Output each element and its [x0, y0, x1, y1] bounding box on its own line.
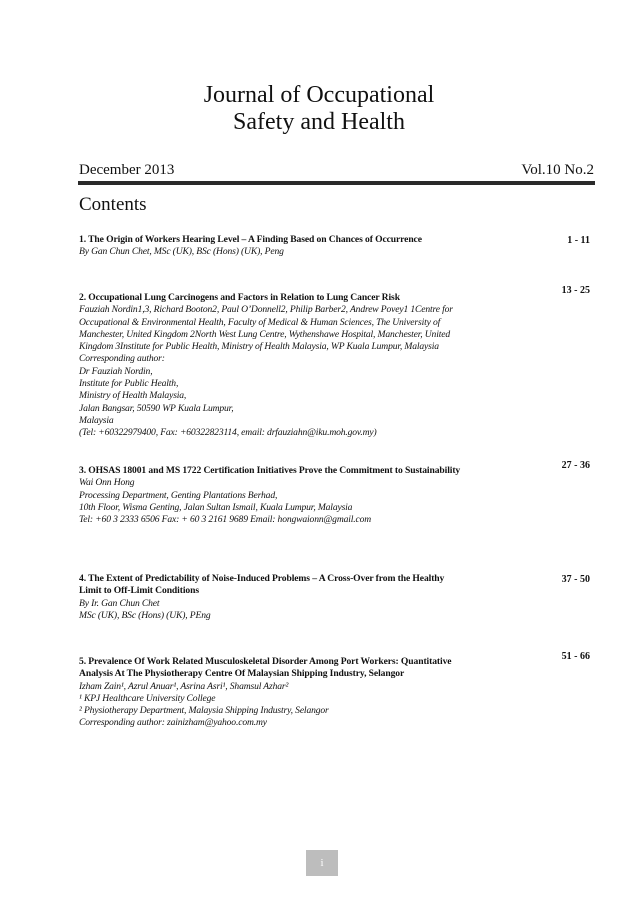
toc-entry-detail: Wai Onn Hong: [79, 477, 135, 489]
contents-heading: Contents: [79, 194, 147, 215]
toc-entry-detail: Processing Department, Genting Plantations Berhad,: [79, 489, 278, 501]
toc-entry-1-pages: 1 - 11: [567, 235, 590, 246]
toc-entry-detail: Occupational & Environmental Health, Faculty of Medical & Human Sciences, The University of: [79, 316, 441, 328]
toc-entry-detail: Malaysia: [79, 414, 114, 426]
toc-entry-title: 1. The Origin of Workers Hearing Level – A Finding Based on Chances of Occurrence: [79, 234, 422, 245]
toc-entry-2: [79, 292, 479, 440]
toc-entry-detail: Fauziah Nordin1,3, Richard Booton2, Paul O’Donnell2, Philip Barber2, Andrew Povey1 1Centre for: [79, 304, 453, 316]
toc-entry-detail: ² Physiotherapy Department, Malaysia Shipping Industry, Selangor: [79, 705, 329, 717]
toc-entry-3-pages: 27 - 36: [561, 460, 590, 471]
page-number: i: [306, 850, 338, 876]
toc-entry-detail: MSc (UK), BSc (Hons) (UK), PEng: [79, 609, 211, 621]
toc-entry-detail: Dr Fauziah Nordin,: [79, 365, 153, 377]
toc-entry-5: [79, 656, 474, 730]
toc-entry-1: [79, 234, 479, 259]
toc-entry-title: 5. Prevalence Of Work Related Musculoskeletal Disorder Among Port Workers: Quantitative Analysis At The Physiotherapy Centre Of Malaysian Shipping Industry, Selangor: [79, 656, 452, 680]
toc-entry-2-pages: 13 - 25: [561, 285, 590, 296]
issue-volume: Vol.10 No.2: [521, 162, 594, 178]
toc-entry-detail: Manchester, United Kingdom 2North West Lung Centre, Wythenshawe Hospital, Manchester, United: [79, 328, 450, 340]
toc-entry-detail: Institute for Public Health,: [79, 378, 179, 390]
toc-entry-title: 2. Occupational Lung Carcinogens and Factors in Relation to Lung Cancer Risk: [79, 292, 400, 303]
header-divider: [78, 181, 595, 185]
toc-entry-detail: Tel: +60 3 2333 6506 Fax: + 60 3 2161 9689 Email: hongwaionn@gmail.com: [79, 514, 372, 526]
toc-entry-detail: By Ir. Gan Chun Chet: [79, 597, 160, 609]
toc-entry-title: 4. The Extent of Predictability of Noise-Induced Problems – A Cross-Over from the Healthy Limit to Off-Limit Conditions: [79, 573, 445, 597]
toc-entry-3: [79, 465, 464, 526]
toc-entry-detail: Corresponding author:: [79, 353, 165, 365]
toc-entry-detail: Ministry of Health Malaysia,: [79, 390, 187, 402]
toc-entry-4: [79, 573, 464, 622]
journal-title-line1: Journal of Occupational: [203, 82, 435, 108]
toc-entry-detail: Izham Zain¹, Azrul Anuar¹, Asrina Asri¹, Shamsul Azhar²: [79, 680, 289, 692]
toc-entry-5-pages: 51 - 66: [561, 651, 590, 662]
toc-entry-detail: (Tel: +60322979400, Fax: +60322823114, email: drfauziahn@iku.moh.gov.my): [79, 427, 377, 439]
toc-entry-title: 3. OHSAS 18001 and MS 1722 Certification Initiatives Prove the Commitment to Sustainability: [79, 465, 461, 476]
journal-title: [0, 82, 638, 136]
toc-entry-4-pages: 37 - 50: [561, 574, 590, 585]
toc-entry-detail: Corresponding author: zainizham@yahoo.com.my: [79, 717, 267, 729]
toc-entry-detail: 10th Floor, Wisma Genting, Jalan Sultan Ismail, Kuala Lumpur, Malaysia: [79, 501, 353, 513]
toc-entry-detail: ¹ KPJ Healthcare University College: [79, 692, 216, 704]
journal-title-line2: Safety and Health: [233, 109, 405, 135]
toc-entry-detail: Jalan Bangsar, 50590 WP Kuala Lumpur,: [79, 402, 234, 414]
toc-entry-detail: Kingdom 3Institute for Public Health, Ministry of Health Malaysia, WP Kuala Lumpur, Malaysia: [79, 341, 439, 353]
toc-entry-detail: By Gan Chun Chet, MSc (UK), BSc (Hons) (UK), Peng: [79, 246, 284, 258]
issue-date: December 2013: [79, 162, 175, 178]
